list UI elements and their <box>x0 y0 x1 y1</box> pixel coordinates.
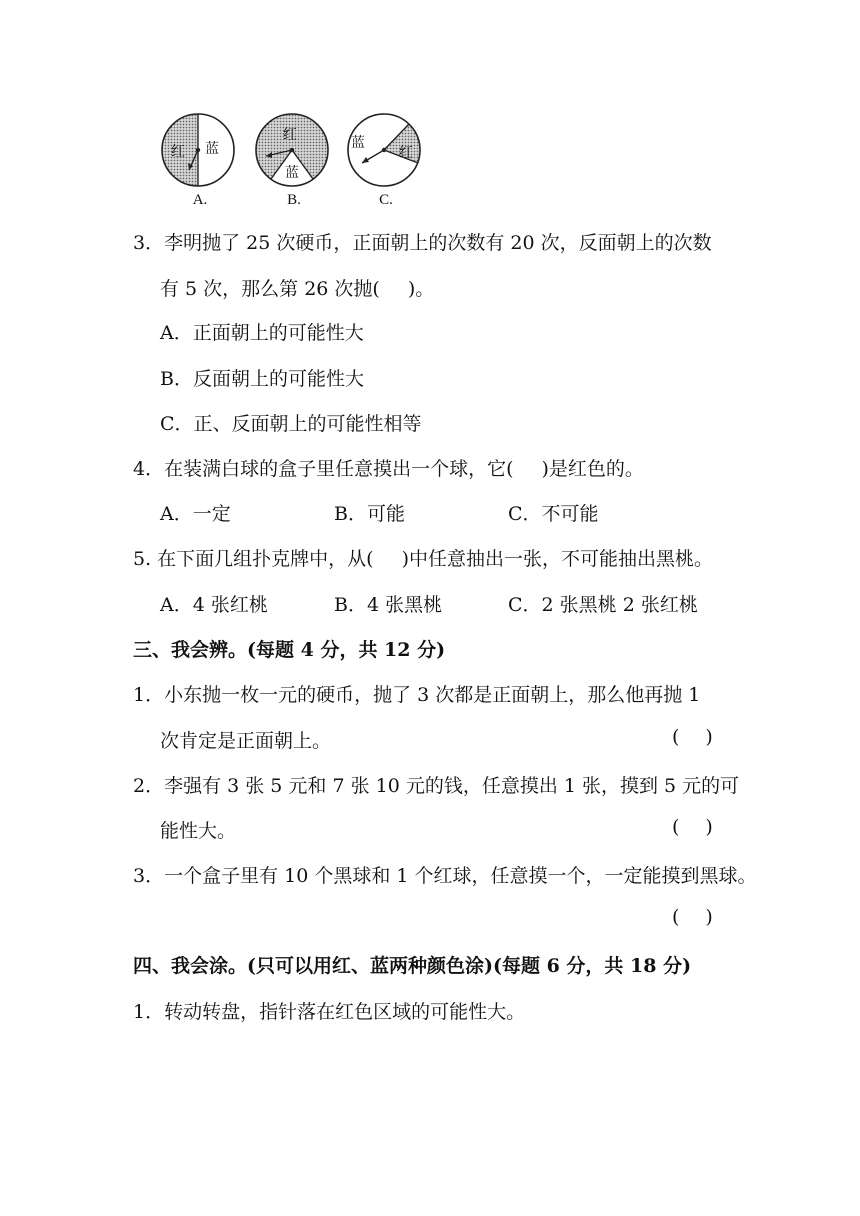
spinner-b-option: B. <box>287 192 301 208</box>
option-a: A．4 张红桃 <box>160 594 268 616</box>
spinner-a-option: A. <box>192 192 208 208</box>
question-2-3-line1: 3．李明抛了 25 次硬币，正面朝上的次数有 20 次，反面朝上的次数 <box>133 232 712 254</box>
option-b: B．4 张黑桃 <box>334 594 443 616</box>
option-b: B．反面朝上的可能性大 <box>160 368 364 390</box>
paren-open: ( <box>672 906 680 928</box>
spinner-options <box>155 108 495 218</box>
option-a: A．正面朝上的可能性大 <box>160 322 364 344</box>
spinner-a-blue-label: 蓝 <box>205 141 219 157</box>
question-3-1-line1: 1．小东抛一枚一元的硬币，抛了 3 次都是正面朝上，那么他再抛 1 <box>133 684 701 706</box>
spinner-b <box>249 108 339 208</box>
spinner-a-red-label: 红 <box>171 144 185 160</box>
option-c: C．正、反面朝上的可能性相等 <box>160 413 422 435</box>
option-c: C．2 张黑桃 2 张红桃 <box>508 594 698 616</box>
question-2-3-text: 有 5 次，那么第 26 次抛( <box>160 278 380 300</box>
question-4-1: 1．转动转盘，指针落在红色区域的可能性大。 <box>133 1001 526 1023</box>
section-3-heading: 三、我会辨。(每题 4 分，共 12 分) <box>133 639 446 661</box>
option-b: B．可能 <box>334 503 405 525</box>
question-2-4-text-end: )是红色的。 <box>541 458 644 480</box>
option-c: C．不可能 <box>508 503 599 525</box>
answer-parentheses[interactable] <box>672 906 713 928</box>
question-2-3-line2 <box>160 274 434 301</box>
answer-parentheses[interactable] <box>672 816 713 838</box>
spinner-b-red-label: 红 <box>283 127 297 143</box>
question-3-2-line1: 2．李强有 3 张 5 元和 7 张 10 元的钱，任意摸出 1 张，摸到 5 元的可 <box>133 775 740 797</box>
section-4-heading: 四、我会涂。(只可以用红、蓝两种颜色涂)(每题 6 分，共 18 分) <box>133 955 692 977</box>
spinner-c <box>341 108 431 208</box>
question-3-2-line2: 能性大。 <box>160 820 237 842</box>
spinner-a-graphic <box>155 108 241 190</box>
question-3-1-line2: 次肯定是正面朝上。 <box>160 730 332 752</box>
question-3-3-line1: 3．一个盒子里有 10 个黑球和 1 个红球，任意摸一个，一定能摸到黑球。 <box>133 865 757 887</box>
question-2-5-text: 5. 在下面几组扑克牌中，从( <box>133 548 374 570</box>
spinner-c-option: C. <box>379 192 393 208</box>
spinner-c-red-label: 红 <box>399 145 413 161</box>
question-2-5-text-end: )中任意抽出一张，不可能抽出黑桃。 <box>401 548 714 570</box>
spinner-a <box>155 108 245 208</box>
question-2-5 <box>133 544 713 571</box>
question-2-4 <box>133 454 644 481</box>
paren-open: ( <box>672 726 680 748</box>
option-a: A．一定 <box>160 503 231 525</box>
question-2-3-text-end: )。 <box>407 278 435 300</box>
question-2-4-text: 4．在装满白球的盒子里任意摸出一个球，它( <box>133 458 514 480</box>
paren-close: ) <box>705 726 713 748</box>
paren-open: ( <box>672 816 680 838</box>
answer-parentheses[interactable] <box>672 726 713 748</box>
spinner-b-blue-label: 蓝 <box>285 165 299 181</box>
spinner-c-blue-label: 蓝 <box>351 135 365 151</box>
paren-close: ) <box>705 906 713 928</box>
paren-close: ) <box>705 816 713 838</box>
